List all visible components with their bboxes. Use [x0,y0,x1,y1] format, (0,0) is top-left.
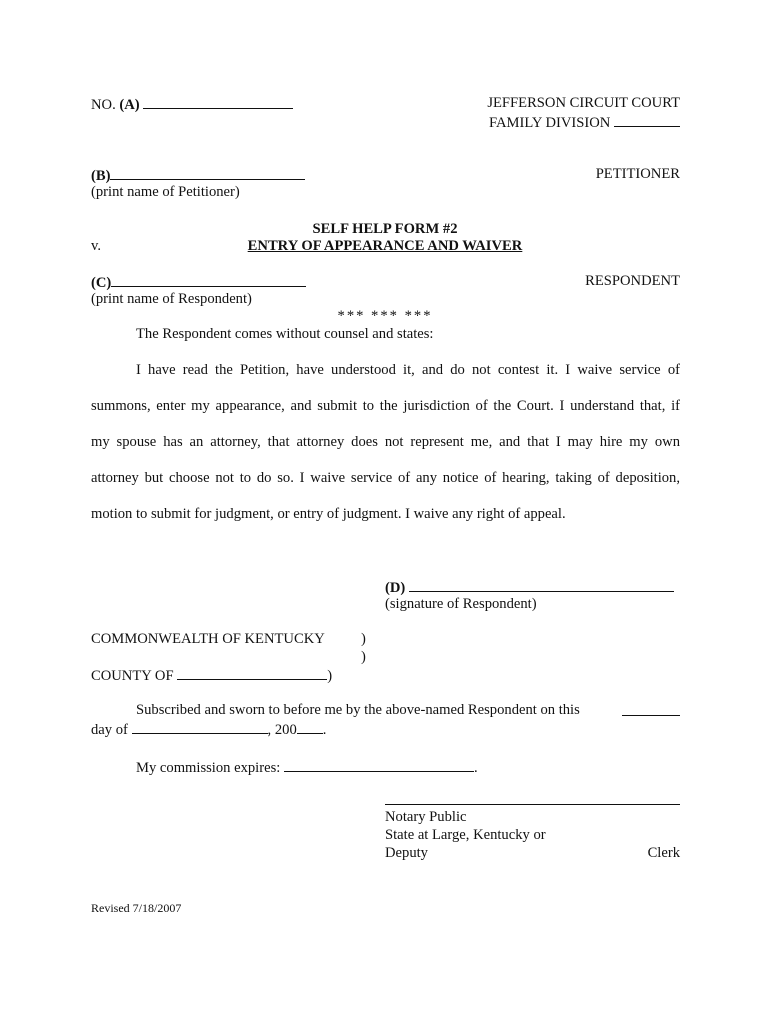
court-division [489,112,680,132]
respondent-name-field[interactable] [111,272,306,287]
commission-end: . [473,760,478,776]
form-subtitle-text: ENTRY OF APPEARANCE AND WAIVER [247,238,523,254]
respondent-caption: (print name of Respondent) [91,291,252,307]
petitioner-name-field[interactable] [110,165,305,180]
signature-caption: (signature of Respondent) [385,596,537,612]
commission-line [136,757,478,777]
court-division-label: FAMILY DIVISION [488,115,611,131]
oath-month-field[interactable] [132,719,268,734]
oath-day-field[interactable] [622,701,680,716]
case-number-label: NO. [91,97,116,113]
commission-label: My commission expires: [136,760,281,776]
respondent-code: (C) [91,275,112,291]
notary-clerk: Clerk [647,845,680,861]
case-number [91,94,293,114]
notary-line-3: Deputy [385,845,428,861]
body-line-3: my spouse has an attorney, that attorney does not represent me, and that I may hire my own [91,434,680,450]
notary-signature-line[interactable] [385,804,680,805]
division-field[interactable] [614,112,680,127]
respondent-line [91,272,306,292]
county-field[interactable] [177,665,327,680]
commission-field[interactable] [284,757,474,772]
oath-year-field[interactable] [297,719,323,734]
case-number-field[interactable] [143,94,293,109]
oath-line-1 [136,701,680,719]
body-line-1: I have read the Petition, have understood it, and do not contest it. I waive service of [136,362,680,378]
petitioner-line [91,165,305,185]
revised-date: Revised 7/18/2007 [91,901,182,915]
petitioner-role: PETITIONER [595,166,680,182]
oath-line-2 [91,719,326,739]
oath-day-of-label: day of [91,722,128,738]
venue-state: COMMONWEALTH OF KENTUCKY [91,631,325,647]
oath-text: Subscribed and sworn to before me by the above-named Respondent on this [136,702,580,718]
petitioner-caption: (print name of Petitioner) [91,184,240,200]
signature-code: (D) [385,580,406,596]
venue-county [91,665,332,685]
court-name: JEFFERSON CIRCUIT COURT [487,95,680,111]
venue-paren-3: ) [327,668,333,684]
intro-text: The Respondent comes without counsel and states: [136,326,434,342]
case-number-code: (A) [119,97,140,113]
separator: *** *** *** [337,308,433,324]
venue-county-label: COUNTY OF [91,668,174,684]
petitioner-code: (B) [91,168,111,184]
venue-paren-1: ) [361,631,366,647]
form-title: SELF HELP FORM #2 [312,221,458,237]
body-line-2: summons, enter my appearance, and submit to the jurisdiction of the Court. I understand that, if [91,398,680,414]
notary-line-1: Notary Public [385,809,467,825]
notary-line-2: State at Large, Kentucky or [385,827,546,843]
signature-line [385,577,674,597]
body-line-4: attorney but choose not to do so. I waive service of any notice of hearing, taking of deposition, [91,470,680,486]
body-line-5: motion to submit for judgment, or entry of judgment. I waive any right of appeal. [91,506,566,522]
oath-end: . [322,722,327,738]
venue-paren-2: ) [361,649,366,665]
signature-field[interactable] [409,577,674,592]
versus-label: v. [91,238,101,254]
form-subtitle [0,237,770,255]
oath-year-prefix: , 200 [267,722,297,738]
respondent-role: RESPONDENT [585,273,680,289]
